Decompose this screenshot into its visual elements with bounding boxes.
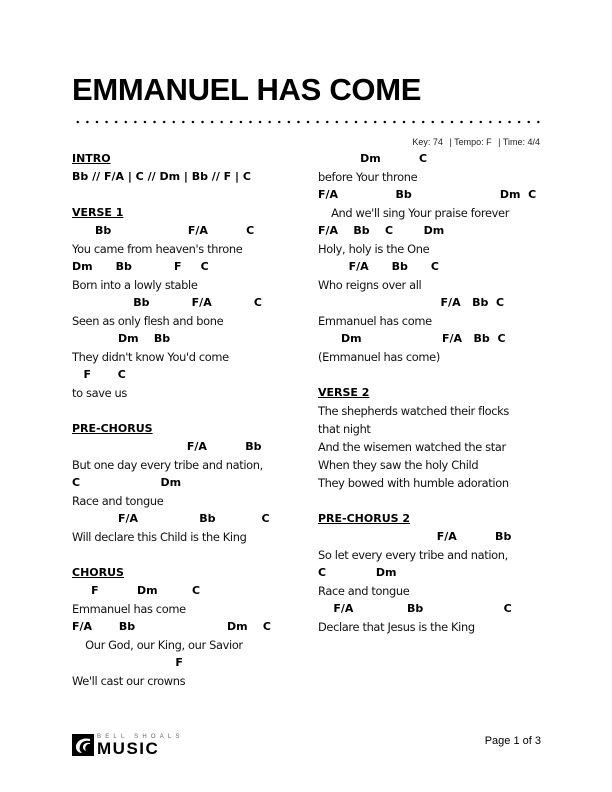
- chord-line: Dm C: [318, 152, 428, 165]
- chord-line: F C: [72, 368, 126, 381]
- lyric-line: Holy, holy is the One: [318, 242, 430, 256]
- chord-line: F/A Bb: [318, 530, 512, 543]
- logo-title: MUSIC: [97, 738, 160, 758]
- lyric-line: Emmanuel has come: [318, 314, 432, 328]
- lyric-line: that night: [318, 422, 371, 436]
- section-heading: CHORUS: [72, 566, 124, 579]
- lyric-line: So let every every tribe and nation,: [318, 548, 508, 562]
- left-column: [72, 150, 304, 690]
- chord-line: Bb F/A C: [72, 296, 262, 309]
- lyric-line: (Emmanuel has come): [318, 350, 440, 364]
- lyric-line: The shepherds watched their flocks: [318, 404, 509, 418]
- lyric-line: But one day every tribe and nation,: [72, 458, 263, 472]
- chord-line: Dm Bb F C: [72, 260, 209, 273]
- chord-line: C Dm: [72, 476, 182, 489]
- logo-subtitle: BELL SHOALS: [97, 733, 184, 740]
- song-title: EMMANUEL HAS COME: [72, 72, 422, 107]
- chord-line: F: [72, 656, 183, 669]
- page-number: Page 1 of 3: [484, 735, 541, 747]
- section-heading: VERSE 2: [318, 386, 370, 399]
- chord-line: F Dm C: [72, 584, 201, 597]
- chord-line: F/A Bb C: [318, 602, 512, 615]
- blank-line: [72, 402, 304, 420]
- song-time: | Time: 4/4: [498, 137, 540, 147]
- section-heading: VERSE 1: [72, 206, 124, 219]
- section-heading: INTRO: [72, 152, 111, 165]
- right-column: [318, 150, 548, 636]
- lyric-line: When they saw the holy Child: [318, 458, 479, 472]
- chord-line: Dm F/A Bb C: [318, 332, 506, 345]
- chord-line: F/A Bb Dm C: [72, 620, 272, 633]
- song-meta: [408, 137, 540, 147]
- lyric-line: They didn't know You'd come: [72, 350, 229, 364]
- blank-line: [72, 186, 304, 204]
- lyric-line: Will declare this Child is the King: [72, 530, 247, 544]
- chord-line: Bb // F/A | C // Dm | Bb // F | C: [72, 170, 251, 183]
- chord-line: F/A Bb C Dm: [318, 224, 445, 237]
- blank-line: [318, 366, 548, 384]
- lyric-line: You came from heaven's throne: [72, 242, 243, 256]
- lyric-line: Who reigns over all: [318, 278, 422, 292]
- dotted-divider: [73, 119, 543, 125]
- lyric-line: Born into a lowly stable: [72, 278, 198, 292]
- chord-line: F/A Bb C: [318, 296, 505, 309]
- wave-logo-icon: [72, 734, 94, 756]
- chord-line: Dm Bb: [72, 332, 171, 345]
- lyric-line: Emmanuel has come: [72, 602, 186, 616]
- chord-line: Bb F/A C: [72, 224, 255, 237]
- chord-line: F/A Bb Dm C: [318, 188, 537, 201]
- lyric-line: Our God, our King, our Savior: [72, 638, 243, 652]
- blank-line: [72, 546, 304, 564]
- blank-line: [318, 492, 548, 510]
- lyric-line: We'll cast our crowns: [72, 674, 186, 688]
- chord-line: F/A Bb C: [318, 260, 439, 273]
- song-key: Key: 74: [412, 137, 443, 147]
- lyric-line: Race and tongue: [72, 494, 164, 508]
- lyric-line: to save us: [72, 386, 127, 400]
- lyric-line: Race and tongue: [318, 584, 410, 598]
- section-heading: PRE-CHORUS: [72, 422, 153, 435]
- chord-line: C Dm: [318, 566, 397, 579]
- lyric-line: And we'll sing Your praise forever: [318, 206, 510, 220]
- lyric-line: And the wisemen watched the star: [318, 440, 506, 454]
- song-tempo: | Tempo: F: [449, 137, 492, 147]
- bell-shoals-music-logo: [72, 733, 184, 757]
- chord-line: F/A Bb C: [72, 512, 270, 525]
- lyric-line: Seen as only flesh and bone: [72, 314, 224, 328]
- section-heading: PRE-CHORUS 2: [318, 512, 411, 525]
- chord-line: F/A Bb: [72, 440, 262, 453]
- lyric-line: Declare that Jesus is the King: [318, 620, 475, 634]
- lyric-line: before Your throne: [318, 170, 418, 184]
- lyric-line: They bowed with humble adoration: [318, 476, 509, 490]
